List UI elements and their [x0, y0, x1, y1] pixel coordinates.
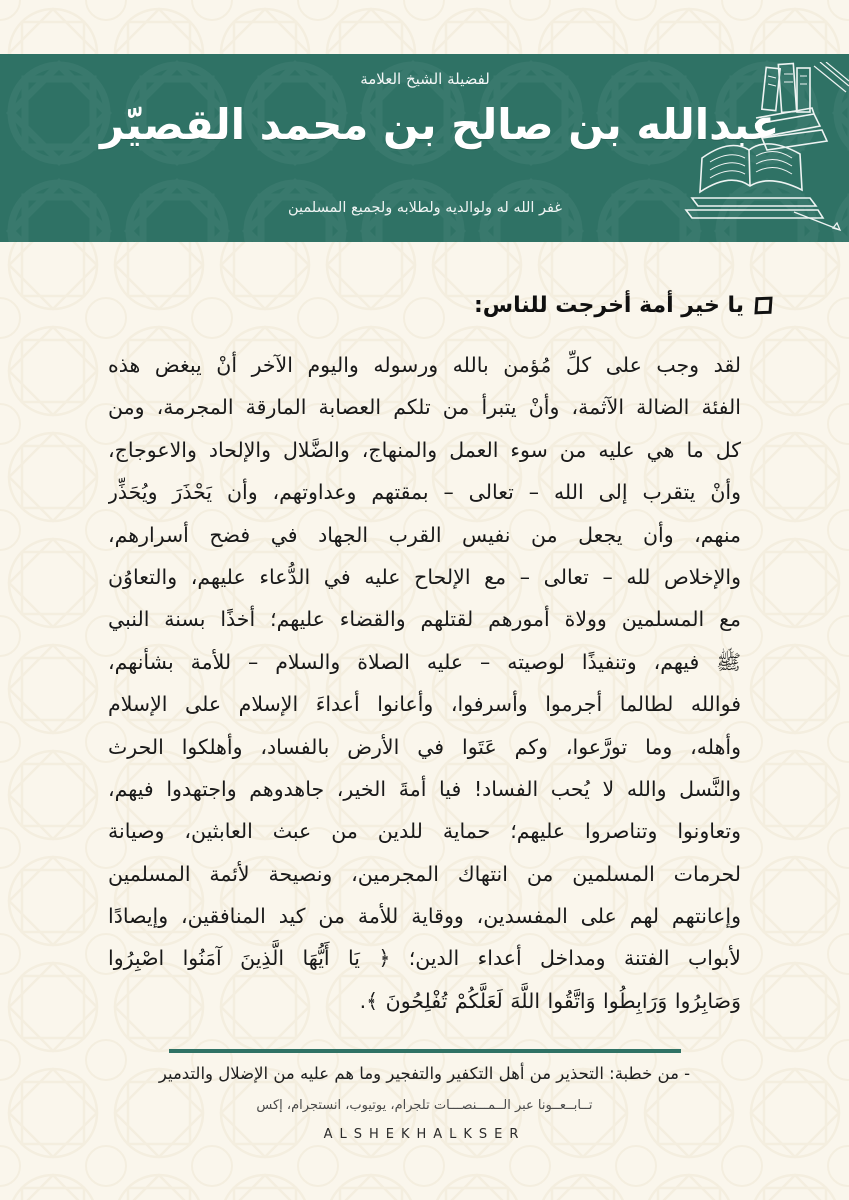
text-line: كل ما هي عليه من سوء العمل والمنهاج، والضَّلال والإلحاد والاعوجاج، — [108, 437, 741, 462]
text-line: فوالله لطالما أجرموا وأسرفوا، وأعانوا أعداءَ الإسلام على الإسلام — [108, 692, 741, 717]
footer-source-line: - من خطبة: التحذير من أهل التكفير والتفجير وما هم عليه من الإضلال والتدمير — [158, 1064, 691, 1083]
text-line: لقد وجب على كلِّ مُؤمن بالله ورسوله واليوم الآخر أنْ يبغض هذه — [108, 353, 741, 377]
text-line: وأهله، وما تورَّعوا، وكم عَتَوا في الأرض بالفساد، وأهلكوا الحرث — [108, 734, 741, 759]
header-kicker: لفضيلة الشيخ العلامة — [360, 70, 490, 88]
text-line: وأنْ يتقرب إلى الله – تعالى – بمقتهم وعداوتهم، وأن يَحْذَرَ ويُحَذِّر — [108, 480, 741, 505]
scholar-name-title: عبدالله بن صالح بن محمد القصيّر — [100, 100, 780, 149]
text-line: ﷺ فيهم، وتنفيذًا لوصيته – عليه الصلاة والسلام – للأمة بشأنهم، — [108, 649, 741, 674]
text-line: والنَّسل والله لا يُحب الفساد! فيا أمةَ الخير، جاهدوهم واجتهدوا فيهم، — [108, 776, 741, 801]
text-line: وإعانتهم لهم على المفسدين، ووقاية للأمة من كيد المنافقين، وإيصادًا — [108, 904, 741, 929]
text-line: وَصَابِرُوا وَرَابِطُوا وَاتَّقُوا اللَّهَ لَعَلَّكُمْ تُفْلِحُونَ ﴾. — [359, 988, 741, 1013]
footer-follow-line: تــابــعــونا عبر الــمـــنصـــات تلجرام، يوتيوب، انستجرام، إكس — [256, 1098, 593, 1113]
footer-divider — [169, 1049, 681, 1053]
text-line: لأبواب الفتنة ومداخل أعداء الدين؛ ﴿ يَا أَيُّهَا الَّذِينَ آمَنُوا اصْبِرُوا — [108, 946, 741, 971]
text-line: والإخلاص لله – تعالى – مع الإلحاح عليه في الدُّعاء عليهم، والتعاوُن — [108, 564, 741, 589]
article-heading-row — [474, 293, 772, 318]
header-dua-line: غفر الله له ولوالديه ولطلابه ولجميع المسلمين — [288, 200, 562, 216]
books-illustration-icon — [644, 62, 849, 238]
text-line: وتعاونوا وتناصروا عليهم؛ حماية للدين من عبث العابثين، وصيانة — [108, 819, 741, 844]
text-line: مع المسلمين وولاة أمورهم لقتلهم والقضاء عليهم؛ أخذًا بسنة النبي — [108, 607, 741, 632]
text-line: لحرمات المسلمين من انتهاك المجرمين، ونصيحة لأئمة المسلمين — [108, 861, 741, 886]
header-band — [0, 54, 849, 242]
text-line: الفئة الضالة الآثمة، وأنْ يتبرأ من تلكم العصابة المارقة المجرمة، ومن — [108, 395, 741, 420]
text-line: منهم، وأن يجعل من نفيس القرب الجهاد في فضح أسرارهم، — [108, 522, 741, 547]
article-heading: يا خير أمة أخرجت للناس: — [473, 293, 744, 318]
square-bullet-icon — [754, 297, 772, 315]
footer-handle: ALSHEKHALKSER — [323, 1127, 526, 1142]
article-body — [108, 344, 741, 1022]
